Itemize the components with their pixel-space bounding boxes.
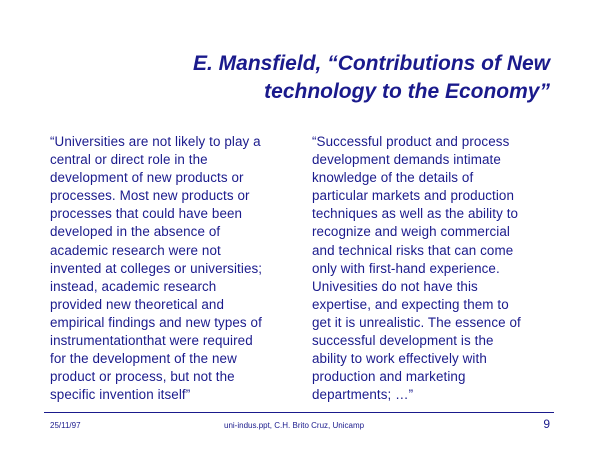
right-quote-line: knowledge of the details of bbox=[312, 170, 474, 186]
footer-source: uni-indus.ppt, C.H. Brito Cruz, Unicamp bbox=[224, 421, 365, 430]
left-quote-line: instrumentationthat were required bbox=[50, 333, 253, 349]
left-quote-line: empirical findings and new types of bbox=[50, 314, 262, 330]
right-quote bbox=[312, 133, 550, 404]
right-quote-line: techniques as well as the ability to bbox=[312, 206, 519, 222]
left-quote-line: processes that could have been bbox=[50, 206, 243, 222]
right-quote-line: particular markets and production bbox=[312, 188, 515, 204]
left-quote-line: specific invention itself” bbox=[50, 387, 191, 403]
right-quote-line: development demands intimate bbox=[312, 152, 501, 168]
page-number: 9 bbox=[543, 417, 550, 431]
left-quote-line: developed in the absence of bbox=[50, 224, 221, 240]
footer-divider bbox=[44, 412, 554, 413]
left-quote-line: “Universities are not likely to play a bbox=[50, 134, 261, 149]
left-quote-line: instead, academic research bbox=[50, 278, 217, 294]
right-quote-line: and technical risks that can come bbox=[312, 242, 514, 258]
right-quote-line: “Successful product and process bbox=[312, 134, 510, 149]
slide-title-line-2: technology to the Economy” bbox=[264, 80, 550, 103]
right-quote-line: get it is unrealistic. The essence of bbox=[312, 314, 521, 330]
right-quote-line: expertise, and expecting them to bbox=[312, 296, 509, 312]
left-quote-line: processes. Most new products or bbox=[50, 188, 250, 204]
right-quote-line: only with first-hand experience. bbox=[312, 260, 500, 276]
right-quote-line: successful development is the bbox=[312, 333, 494, 349]
left-quote-line: development of new products or bbox=[50, 170, 244, 186]
right-quote-line: Univesities do not have this bbox=[312, 278, 478, 294]
right-quote-line: ability to work effectively with bbox=[312, 351, 487, 367]
left-quote-line: invented at colleges or universities; bbox=[50, 260, 263, 276]
left-quote-line: for the development of the new bbox=[50, 351, 237, 367]
left-quote bbox=[50, 133, 292, 404]
left-quote-line: provided new theoretical and bbox=[50, 296, 225, 312]
footer-date: 25/11/97 bbox=[50, 421, 81, 430]
left-quote-line: central or direct role in the bbox=[50, 152, 208, 168]
right-quote-line: departments; …” bbox=[312, 387, 414, 403]
right-quote-line: recognize and weigh commercial bbox=[312, 224, 511, 240]
left-quote-line: product or process, but not the bbox=[50, 369, 235, 385]
left-quote-line: academic research were not bbox=[50, 242, 221, 258]
right-quote-line: production and marketing bbox=[312, 369, 466, 385]
slide-title-line-1: E. Mansfield, “Contributions of New bbox=[193, 52, 550, 75]
slide-title bbox=[70, 50, 550, 106]
